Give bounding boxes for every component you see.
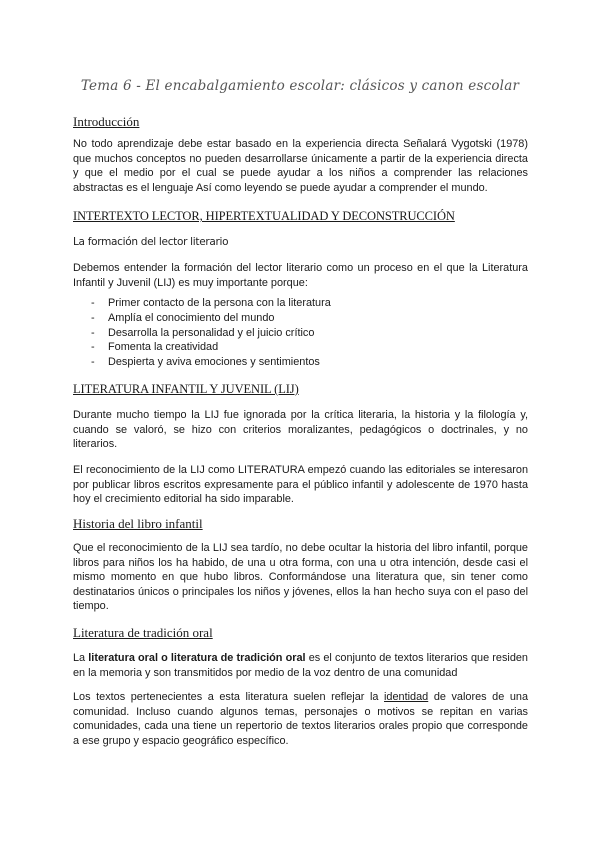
intertexto-heading: INTERTEXTO LECTOR, HIPERTEXTUALIDAD Y DECONSTRUCCIÓN [73,209,455,223]
formacion-paragraph: Debemos entender la formación del lector literario como un proceso en el que la Literatura Infantil y Juvenil (LIJ) es muy importante porque: [73,262,528,289]
list-item: - Primer contacto de la persona con la literatura [91,297,331,309]
formacion-list [73,296,331,370]
list-item: - Desarrolla la personalidad y el juicio crítico [91,326,315,339]
intro-paragraph: No todo aprendizaje debe estar basado en la experiencia directa Señalará Vygotski (1978) que muchos conceptos no pueden desarrollarse únicamente a partir de la experiencia directa y que el medio por el cual se puede ayudar a los niños a comprender las relaciones abstractas es el lenguaje Así como leyendo se puede ayudar a comprender el mundo. [73,138,528,194]
formacion-subheading: La formación del lector literario [73,236,229,248]
list-item: - Amplía el conocimiento del mundo [91,311,275,324]
oral-heading: Literatura de tradición oral [73,625,213,640]
historia-paragraph: Que el reconocimiento de la LIJ sea tardío, no debe ocultar la historia del libro infantil, porque libros para niños los ha habido, de una u otra forma, con una u otra intención, desde casi el mismo momento en que hubo libros. Conformándose una literatura que, sin tener como destinatarios únicos o principales los niños y jóvenes, ellos la han hecho suya con el paso del tiempo. [73,542,528,613]
identidad-term: identidad [384,691,429,703]
oral-definition-term: literatura oral o literatura de tradición oral [88,652,306,664]
document-title: Tema 6 - El encabalgamiento escolar: clásicos y canon escolar [80,78,520,94]
oral-paragraph-1: La literatura oral o literatura de tradición oral es el conjunto de textos literarios que residen en la memoria y son transmitidos por medio de la voz dentro de una comunidad [73,652,528,679]
intro-heading: Introducción [73,114,140,129]
historia-heading: Historia del libro infantil [73,516,203,531]
oral-paragraph-2: Los textos pertenecientes a esta literatura suelen reflejar la identidad de valores de una comunidad. Incluso cuando algunos temas, personajes o motivos se repitan en varias comunidades, cada una tiene un repertorio de textos literarios orales propio que corresponde a ese grupo y espacio geográfico específico. [73,691,529,747]
list-item: - Despierta y aviva emociones y sentimientos [91,356,320,369]
lij-paragraph-1: Durante mucho tiempo la LIJ fue ignorada por la crítica literaria, la historia y la filología y, cuando se valoró, se hizo con criterios moralizantes, pedagógicos o doctrinales, y no literarios. [73,409,528,451]
lij-paragraph-2: El reconocimiento de la LIJ como LITERATURA empezó cuando las editoriales se interesaron por publicar libros escritos expresamente para el público infantil y adolescente de 1970 hasta hoy el crecimiento editorial ha sido imparable. [73,464,528,506]
lij-heading: LITERATURA INFANTIL Y JUVENIL (LIJ) [73,382,299,396]
list-item: - Fomenta la creatividad [91,341,219,354]
